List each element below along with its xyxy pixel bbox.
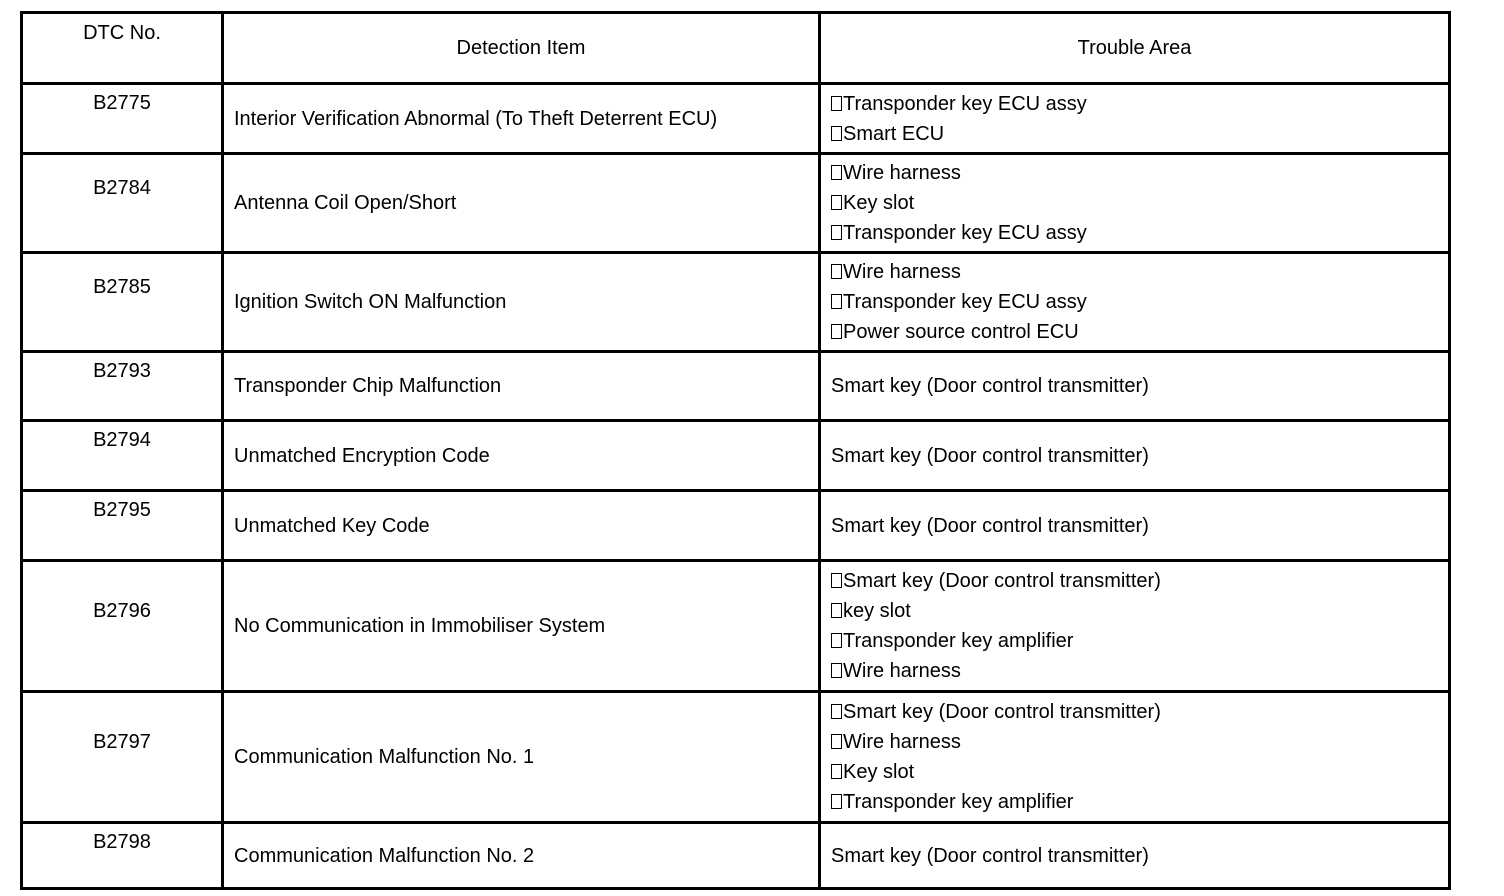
- detection-item: Transponder Chip Malfunction: [223, 352, 820, 421]
- trouble-area-item: Key slot: [831, 757, 1448, 787]
- dtc-table: [20, 11, 1451, 890]
- table-row: [22, 84, 1450, 154]
- trouble-area-item: Power source control ECU: [831, 317, 1448, 347]
- dtc-code: B2794: [22, 421, 223, 491]
- checkbox-icon: [831, 704, 842, 719]
- detection-item: Interior Verification Abnormal (To Theft Deterrent ECU): [223, 84, 820, 154]
- dtc-code: B2784: [22, 154, 223, 253]
- table-row: [22, 823, 1450, 889]
- detection-item: Communication Malfunction No. 1: [223, 692, 820, 823]
- checkbox-icon: [831, 126, 842, 141]
- checkbox-icon: [831, 264, 842, 279]
- table-row: [22, 692, 1450, 823]
- table-row: [22, 421, 1450, 491]
- checkbox-icon: [831, 324, 842, 339]
- trouble-area: Smart key (Door control transmitter): [820, 491, 1450, 561]
- checkbox-icon: [831, 96, 842, 111]
- checkbox-icon: [831, 633, 842, 648]
- trouble-area-item: Transponder key amplifier: [831, 626, 1448, 656]
- trouble-area: [820, 253, 1450, 352]
- trouble-area: [820, 154, 1450, 253]
- trouble-area: [820, 692, 1450, 823]
- trouble-area-item: Transponder key ECU assy: [831, 218, 1448, 248]
- trouble-area: Smart key (Door control transmitter): [820, 421, 1450, 491]
- detection-item: Antenna Coil Open/Short: [223, 154, 820, 253]
- header-detection-item: Detection Item: [223, 13, 820, 84]
- checkbox-icon: [831, 734, 842, 749]
- dtc-code: B2796: [22, 561, 223, 692]
- dtc-code: B2795: [22, 491, 223, 561]
- table-row: [22, 154, 1450, 253]
- table-row: [22, 253, 1450, 352]
- checkbox-icon: [831, 794, 842, 809]
- trouble-area-item: Smart key (Door control transmitter): [831, 566, 1448, 596]
- table-row: [22, 352, 1450, 421]
- trouble-area-item: Wire harness: [831, 727, 1448, 757]
- dtc-code: B2785: [22, 253, 223, 352]
- checkbox-icon: [831, 225, 842, 240]
- trouble-area-item: Key slot: [831, 188, 1448, 218]
- trouble-area-item: key slot: [831, 596, 1448, 626]
- header-dtc-no: DTC No.: [22, 13, 223, 84]
- header-trouble-area: Trouble Area: [820, 13, 1450, 84]
- checkbox-icon: [831, 573, 842, 588]
- dtc-code: B2797: [22, 692, 223, 823]
- checkbox-icon: [831, 294, 842, 309]
- detection-item: Communication Malfunction No. 2: [223, 823, 820, 889]
- dtc-code: B2793: [22, 352, 223, 421]
- detection-item: Unmatched Key Code: [223, 491, 820, 561]
- table-row: [22, 561, 1450, 692]
- trouble-area-item: Wire harness: [831, 656, 1448, 686]
- trouble-area-item: Transponder key ECU assy: [831, 89, 1448, 119]
- trouble-area: Smart key (Door control transmitter): [820, 352, 1450, 421]
- table-header-row: [22, 13, 1450, 84]
- trouble-area: Smart key (Door control transmitter): [820, 823, 1450, 889]
- trouble-area-item: Wire harness: [831, 257, 1448, 287]
- checkbox-icon: [831, 195, 842, 210]
- checkbox-icon: [831, 165, 842, 180]
- checkbox-icon: [831, 663, 842, 678]
- trouble-area-item: Transponder key amplifier: [831, 787, 1448, 817]
- trouble-area-item: Smart key (Door control transmitter): [831, 697, 1448, 727]
- checkbox-icon: [831, 764, 842, 779]
- trouble-area-item: Smart ECU: [831, 119, 1448, 149]
- detection-item: Unmatched Encryption Code: [223, 421, 820, 491]
- trouble-area-item: Wire harness: [831, 158, 1448, 188]
- trouble-area: [820, 561, 1450, 692]
- detection-item: No Communication in Immobiliser System: [223, 561, 820, 692]
- dtc-code: B2798: [22, 823, 223, 889]
- trouble-area-item: Transponder key ECU assy: [831, 287, 1448, 317]
- table-row: [22, 491, 1450, 561]
- dtc-code: B2775: [22, 84, 223, 154]
- trouble-area: [820, 84, 1450, 154]
- checkbox-icon: [831, 603, 842, 618]
- detection-item: Ignition Switch ON Malfunction: [223, 253, 820, 352]
